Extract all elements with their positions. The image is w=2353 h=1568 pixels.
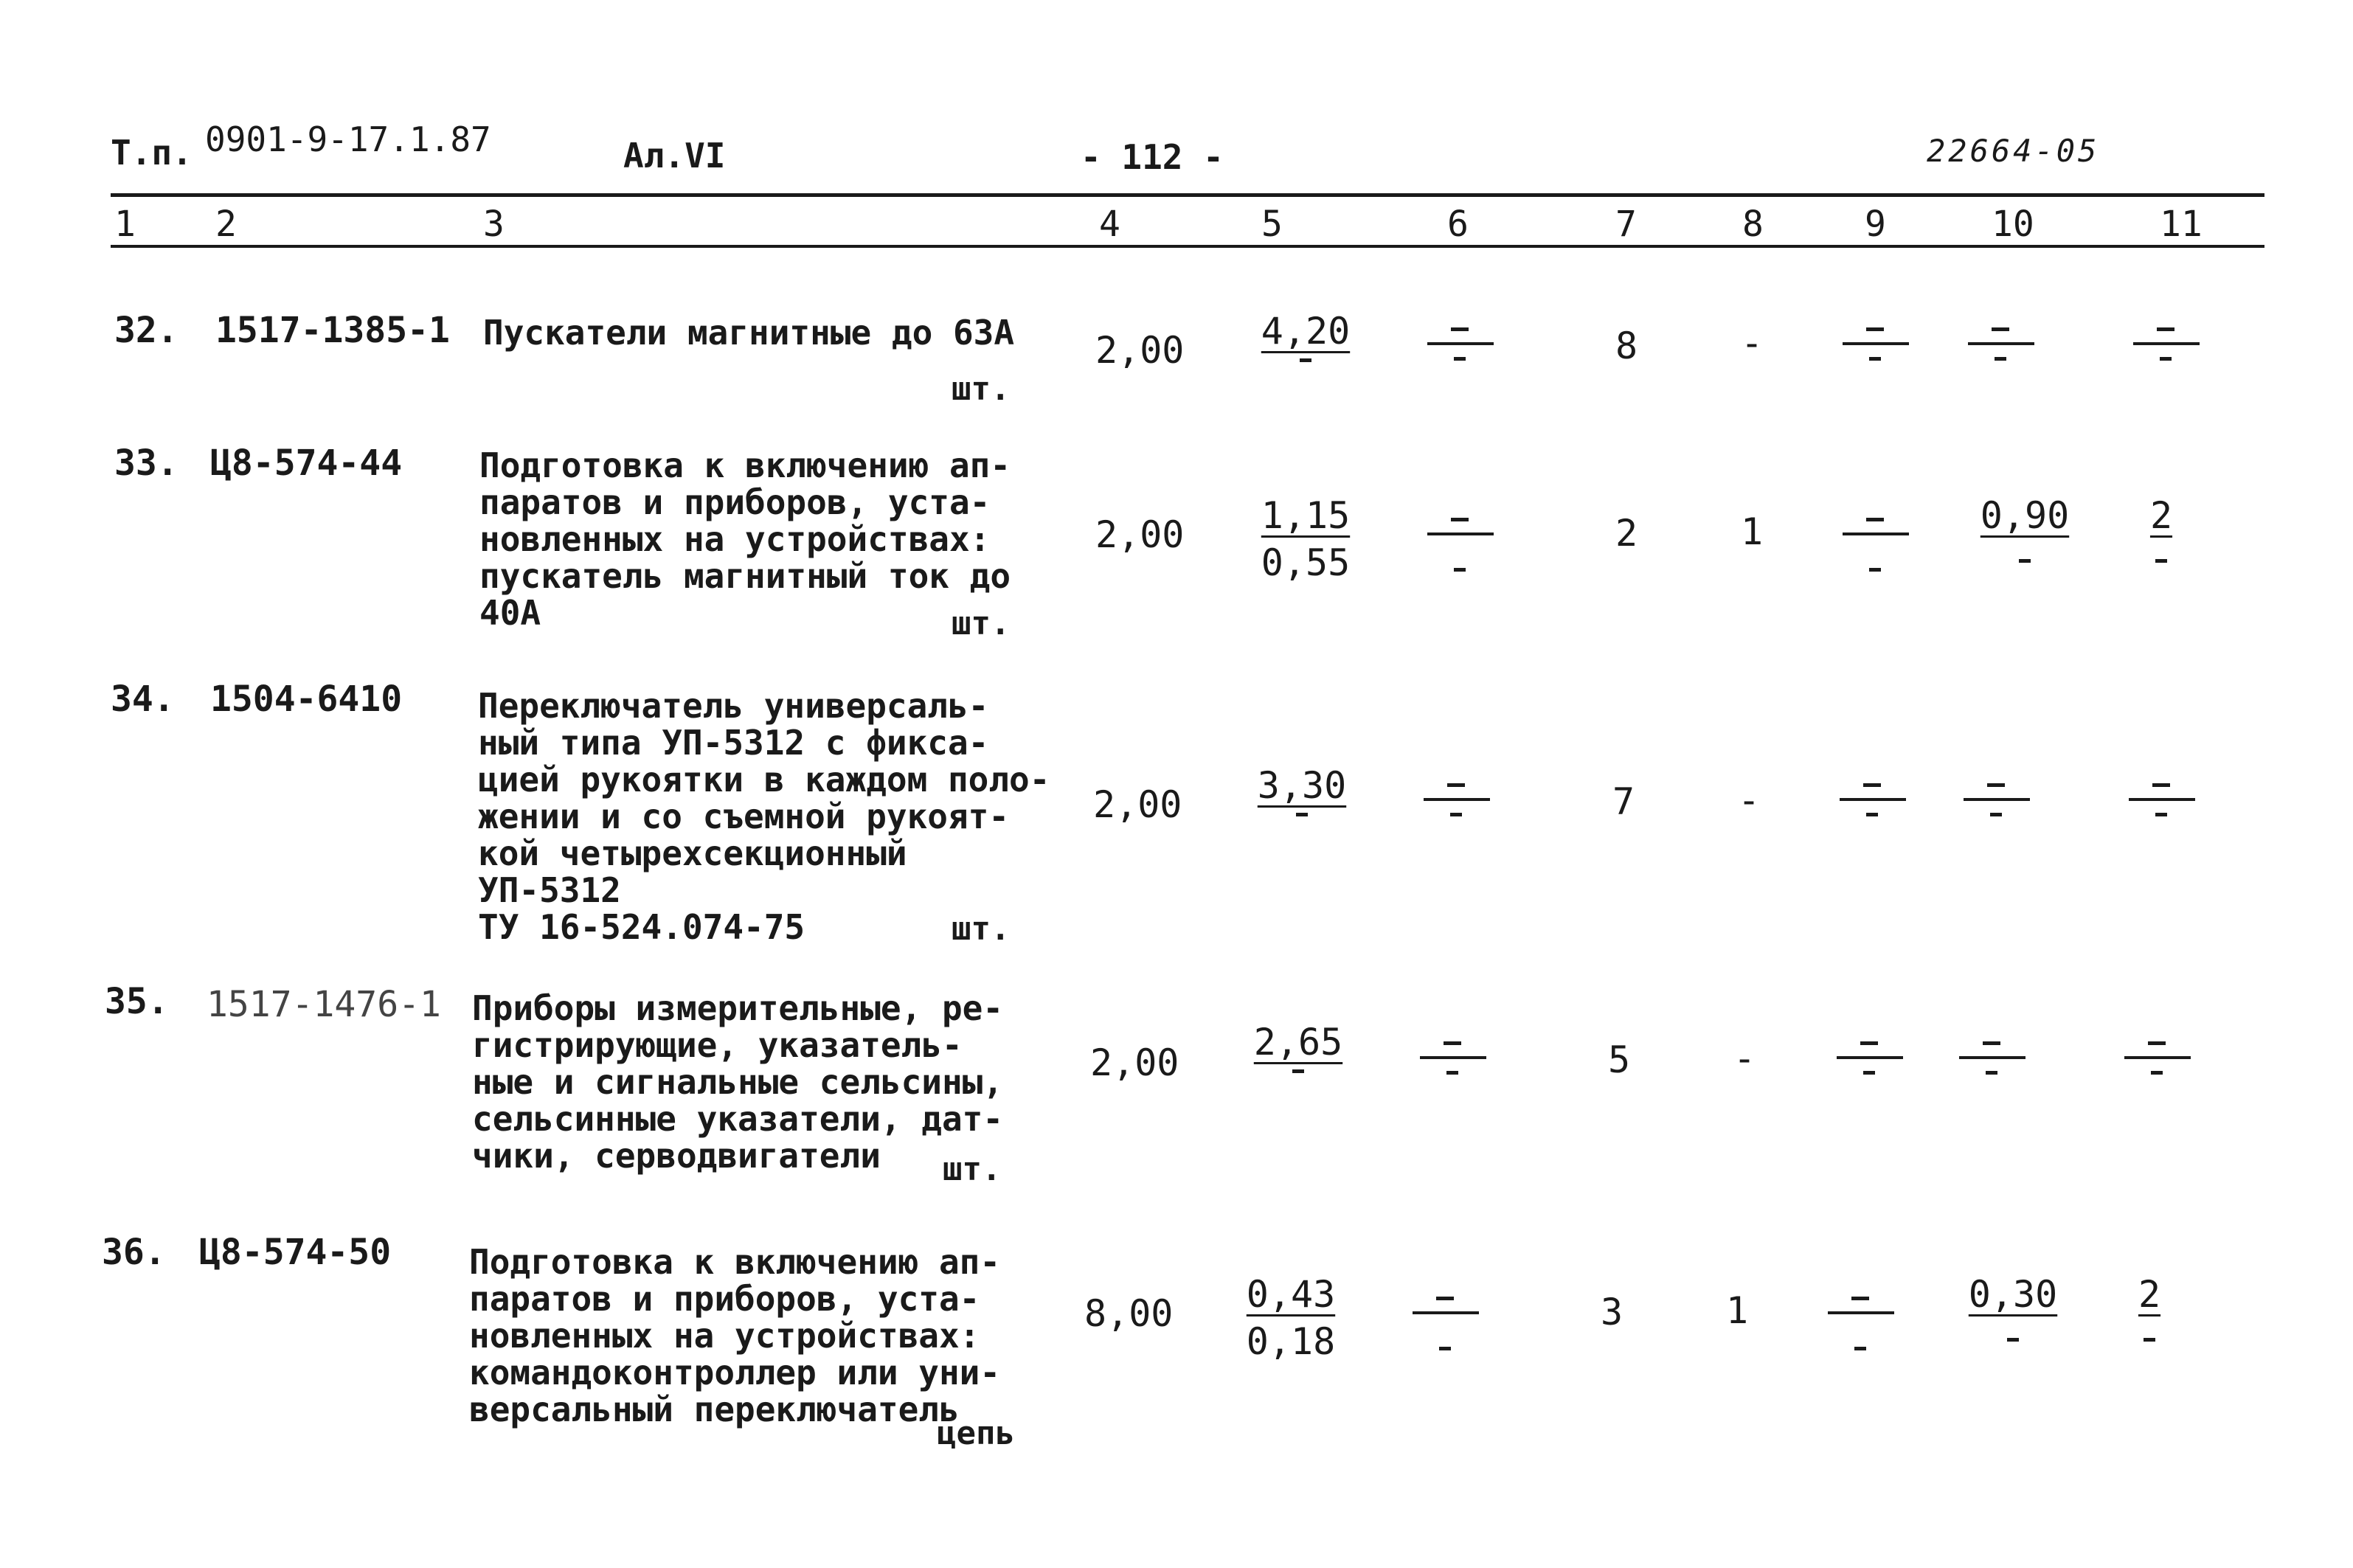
row-36-col9-dash xyxy=(1828,1288,1894,1339)
row-34-desc-line: УП-5312 xyxy=(478,870,621,910)
row-33-col8: 1 xyxy=(1741,510,1764,553)
row-34-col5-top: 3,30 xyxy=(1257,764,1347,807)
row-36-col11-top: 2 xyxy=(2138,1273,2161,1316)
row-36-col7: 3 xyxy=(1601,1291,1623,1333)
row-35-col7: 5 xyxy=(1608,1038,1631,1081)
row-35-desc-line: сельсинные указатели, дат- xyxy=(472,1099,1004,1139)
row-32-col9-dash xyxy=(1843,319,1909,370)
row-36-desc-line: Подготовка к включению ап- xyxy=(469,1242,1001,1282)
doc-prefix: Т.п. xyxy=(111,133,193,173)
col-num-1: 1 xyxy=(114,204,136,245)
row-36-col10-bottom-dash xyxy=(2007,1338,2019,1342)
row-34-col10-dash xyxy=(1964,774,2030,826)
col-num-4: 4 xyxy=(1099,204,1120,245)
row-33-description xyxy=(479,447,1011,631)
row-35-col5-bottom-dash xyxy=(1292,1069,1304,1073)
row-33-col4: 2,00 xyxy=(1095,513,1185,556)
row-33-unit: шт. xyxy=(952,605,1011,642)
inventory-number: 22664-05 xyxy=(1927,133,2100,169)
row-34-desc-line: жении и со съемной рукоят- xyxy=(478,797,1010,836)
row-33-col11-bottom-dash xyxy=(2155,559,2167,563)
row-33-col5 xyxy=(1254,494,1357,584)
row-32-col5 xyxy=(1254,310,1357,362)
row-35-number: 35. xyxy=(105,981,169,1022)
row-34-desc-line: ТУ 16-524.074-75 xyxy=(478,907,805,947)
row-36-desc-line: паратов и приборов, уста- xyxy=(469,1279,980,1319)
row-36-col10 xyxy=(1965,1273,2061,1342)
row-34-desc-line: ный типа УП-5312 с фикса- xyxy=(478,723,989,763)
row-36-col10-top: 0,30 xyxy=(1968,1273,2058,1316)
row-35-desc-line: чики, серводвигатели xyxy=(472,1136,881,1176)
col-num-10: 10 xyxy=(1992,204,2034,245)
row-36-col8: 1 xyxy=(1726,1289,1749,1332)
row-33-code: Ц8-574-44 xyxy=(210,443,403,484)
row-34-unit: шт. xyxy=(952,910,1011,948)
row-32-col11-dash xyxy=(2133,319,2200,370)
row-32-col10-dash xyxy=(1968,319,2034,370)
col-num-5: 5 xyxy=(1261,204,1283,245)
row-35-code: 1517-1476-1 xyxy=(207,984,441,1025)
row-36-col4: 8,00 xyxy=(1084,1292,1174,1335)
row-35-col6-dash xyxy=(1420,1033,1486,1084)
row-35-desc-line: гистрирующие, указатель- xyxy=(472,1025,963,1065)
row-32-description xyxy=(483,314,1014,351)
row-36-desc-line: новленных на устройствах: xyxy=(469,1316,980,1356)
row-36-col5-top: 0,43 xyxy=(1246,1273,1336,1316)
row-36-col5 xyxy=(1239,1273,1342,1363)
row-34-col8: - xyxy=(1738,779,1761,822)
row-33-col11 xyxy=(2139,494,2183,563)
row-33-col11-top: 2 xyxy=(2149,494,2173,537)
page-number: - 112 - xyxy=(1081,137,1224,177)
row-33-col7: 2 xyxy=(1615,512,1638,555)
row-33-col5-top: 1,15 xyxy=(1261,494,1351,537)
header-rule-top xyxy=(111,193,2264,197)
album-number: Ал.VI xyxy=(623,136,726,176)
row-35-col11-dash xyxy=(2124,1033,2191,1084)
row-34-desc-line: кой четырехсекционный xyxy=(478,833,907,873)
header-rule-bottom xyxy=(111,245,2264,248)
row-36-desc-line: версальный переключатель xyxy=(469,1390,960,1429)
row-34-code: 1504-6410 xyxy=(210,679,403,720)
row-33-col10 xyxy=(1977,494,2073,563)
row-32-col4: 2,00 xyxy=(1095,329,1185,372)
row-34-desc-line: Переключатель универсаль- xyxy=(478,686,989,726)
row-34-col11-dash xyxy=(2129,774,2195,826)
row-34-col6-dash xyxy=(1424,774,1490,826)
row-36-desc-line: командоконтроллер или уни- xyxy=(469,1353,1001,1392)
row-36-col6-dash xyxy=(1413,1288,1479,1339)
row-35-col4: 2,00 xyxy=(1090,1041,1179,1084)
row-35-unit: шт. xyxy=(943,1151,1002,1188)
row-33-col10-bottom-dash xyxy=(2019,559,2031,563)
row-36-col5-bottom: 0,18 xyxy=(1246,1320,1336,1363)
row-33-col6-dash xyxy=(1427,509,1494,561)
row-34-col9-dash xyxy=(1840,774,1906,826)
row-34-description xyxy=(478,687,1050,946)
col-num-2: 2 xyxy=(215,204,237,245)
row-35-col9-dash xyxy=(1837,1033,1903,1084)
row-34-col4: 2,00 xyxy=(1093,783,1182,826)
row-34-desc-line: цией рукоятки в каждом поло- xyxy=(478,760,1050,799)
row-32-col5-top: 4,20 xyxy=(1261,310,1351,353)
row-32-col7: 8 xyxy=(1615,325,1638,367)
col-num-9: 9 xyxy=(1865,204,1886,245)
row-32-unit: шт. xyxy=(952,370,1011,408)
row-33-col9-dash xyxy=(1843,509,1909,561)
row-33-number: 33. xyxy=(114,443,179,484)
row-32-desc-line: Пускатели магнитные до 63А xyxy=(483,313,1015,353)
row-32-col6-dash xyxy=(1427,319,1494,370)
row-36-description xyxy=(469,1243,1000,1428)
row-36-col11-bottom-dash xyxy=(2144,1338,2155,1342)
col-num-3: 3 xyxy=(483,204,505,245)
row-33-col10-top: 0,90 xyxy=(1980,494,2070,537)
row-34-number: 34. xyxy=(111,679,175,720)
row-33-desc-line: новленных на устройствах: xyxy=(479,519,991,559)
row-33-desc-line: пускатель магнитный ток до xyxy=(479,556,1011,596)
row-32-col5-bottom-dash xyxy=(1300,358,1311,362)
row-33-col5-bottom: 0,55 xyxy=(1261,541,1351,584)
row-35-desc-line: ные и сигнальные сельсины, xyxy=(472,1062,1004,1102)
row-33-desc-line: паратов и приборов, уста- xyxy=(479,482,991,522)
row-32-col8: - xyxy=(1741,322,1764,364)
col-num-6: 6 xyxy=(1447,204,1469,245)
row-36-col11 xyxy=(2127,1273,2172,1342)
row-34-col5 xyxy=(1250,764,1354,816)
row-32-number: 32. xyxy=(114,310,179,351)
row-33-desc-line: Подготовка к включению ап- xyxy=(479,445,1011,485)
row-36-code: Ц8-574-50 xyxy=(199,1232,392,1273)
row-35-description xyxy=(472,990,1003,1174)
row-35-col10-dash xyxy=(1959,1033,2025,1084)
row-36-unit: цепь xyxy=(937,1415,1015,1452)
row-35-col5-top: 2,65 xyxy=(1253,1021,1343,1064)
col-num-11: 11 xyxy=(2160,204,2203,245)
row-34-col5-bottom-dash xyxy=(1296,813,1308,816)
row-35-col5 xyxy=(1247,1021,1350,1073)
project-code: 0901-9-17.1.87 xyxy=(205,119,491,159)
row-32-code: 1517-1385-1 xyxy=(215,310,450,351)
row-36-number: 36. xyxy=(102,1232,166,1273)
col-num-8: 8 xyxy=(1742,204,1764,245)
row-35-desc-line: Приборы измерительные, ре- xyxy=(472,988,1004,1028)
col-num-7: 7 xyxy=(1615,204,1637,245)
row-34-col7: 7 xyxy=(1612,780,1635,823)
row-35-col8: - xyxy=(1733,1037,1756,1080)
row-33-desc-line: 40А xyxy=(479,593,541,633)
